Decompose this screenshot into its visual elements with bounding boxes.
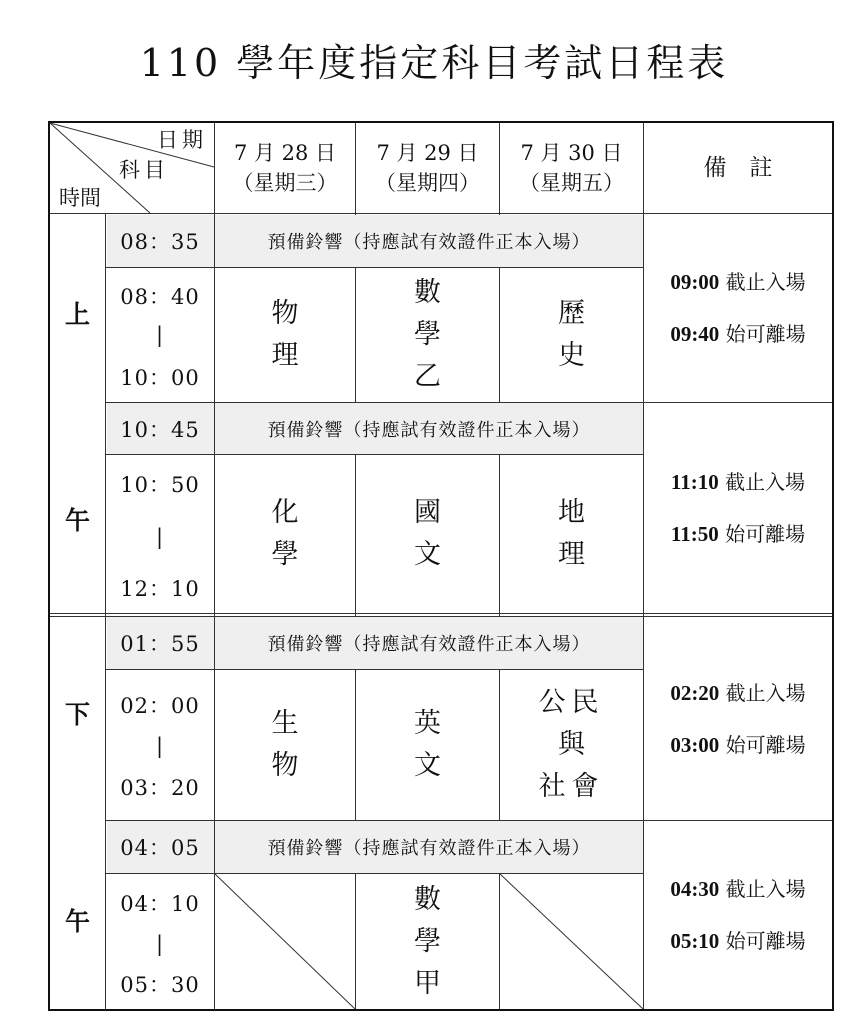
subject-cell <box>356 874 499 1009</box>
remark-text: 截止入場 <box>725 877 806 901</box>
remark-line <box>670 863 805 915</box>
bell-notice: 預備鈴響（持應試有效證件正本入場） <box>267 634 591 655</box>
start-time: 10：50 <box>120 473 200 497</box>
subject-char: 物 <box>271 750 299 781</box>
subject-char: 文 <box>414 539 441 570</box>
bell-notice: 預備鈴響（持應試有效證件正本入場） <box>267 419 591 441</box>
bell-notice: 預備鈴響（持應試有效證件正本入場） <box>267 838 591 859</box>
day-date: 7 月 29 日 <box>376 141 479 165</box>
bell-time: 01：55 <box>120 632 200 656</box>
subject-cell <box>215 455 355 613</box>
remark-time: 04:30 <box>670 877 720 901</box>
subject-char: 數 <box>414 883 441 915</box>
bell-notice: 預備鈴響（持應試有效證件正本入場） <box>267 231 591 253</box>
subject-char: 史 <box>558 340 585 371</box>
subject-char: 生 <box>271 708 299 739</box>
day-header <box>356 123 499 213</box>
subject-cell <box>215 268 355 402</box>
time-dash: | <box>155 323 165 347</box>
subject-char: 學 <box>414 319 441 350</box>
subject-char: 化 <box>271 497 299 528</box>
subject-char: 乙 <box>414 361 441 392</box>
time-dash: | <box>155 932 165 956</box>
subject-char: 文 <box>414 750 441 781</box>
day-date: 7 月 30 日 <box>520 141 623 165</box>
start-time: 08：40 <box>120 285 200 309</box>
subject-char: 國 <box>414 497 441 528</box>
end-time: 10：00 <box>120 366 200 390</box>
remark-time: 09:40 <box>670 322 720 346</box>
subject-char: 理 <box>271 340 299 371</box>
corner-time-label: 時間 <box>59 186 101 210</box>
day-header <box>215 123 355 213</box>
remark-line <box>671 508 805 560</box>
subject-char: 數 <box>414 277 441 308</box>
remark-text: 始可離場 <box>725 322 806 346</box>
remark-text: 始可離場 <box>725 732 806 757</box>
subject-char: 學 <box>414 925 441 957</box>
remarks-cell <box>644 403 832 613</box>
subject-cell <box>500 268 643 402</box>
remark-text: 截止入場 <box>725 470 806 494</box>
remarks-cell <box>644 617 832 820</box>
remark-line <box>670 256 805 308</box>
time-dash: | <box>155 734 165 758</box>
schedule-table <box>48 121 834 1011</box>
subject-char: 公民 <box>538 687 605 718</box>
remark-text: 截止入場 <box>725 270 806 294</box>
bell-time: 08：35 <box>120 229 200 254</box>
day-weekday: （星期四） <box>375 171 480 195</box>
subject-cell <box>215 670 355 820</box>
period-label: 下 <box>64 700 90 729</box>
end-time: 03：20 <box>120 776 200 800</box>
remark-time: 09:00 <box>670 270 720 294</box>
page-title: 110 學年度指定科目考試日程表 <box>139 41 729 85</box>
remark-time: 11:10 <box>670 470 719 494</box>
bell-time: 10：45 <box>120 417 200 442</box>
remark-text: 截止入場 <box>725 680 806 705</box>
end-time: 05：30 <box>120 973 200 997</box>
remark-line <box>670 719 805 771</box>
remarks-cell <box>644 821 832 1009</box>
subject-char: 社會 <box>538 771 605 802</box>
period-label: 午 <box>64 506 90 535</box>
end-time: 12：10 <box>120 577 200 601</box>
remark-time: 03:00 <box>670 732 720 757</box>
subject-char: 物 <box>271 298 299 329</box>
subject-char: 甲 <box>414 967 441 999</box>
corner-date-label: 日期 <box>157 128 207 152</box>
remark-line <box>671 456 805 508</box>
remarks-header: 備 註 <box>703 155 773 181</box>
bell-time: 04：05 <box>120 836 200 860</box>
subject-cell <box>356 455 499 613</box>
subject-cell <box>500 670 643 820</box>
day-header <box>500 123 643 213</box>
remarks-cell <box>644 214 832 402</box>
corner-subject-label: 科目 <box>119 158 169 182</box>
period-label: 上 <box>64 300 90 329</box>
subject-char: 地 <box>558 497 585 528</box>
remark-line <box>670 308 805 360</box>
subject-cell <box>500 455 643 613</box>
remark-text: 始可離場 <box>725 522 806 546</box>
day-date: 7 月 28 日 <box>233 141 337 165</box>
subject-char: 歷 <box>558 298 585 329</box>
start-time: 02：00 <box>120 694 200 718</box>
time-dash: | <box>155 525 165 549</box>
remark-time: 11:50 <box>670 522 719 546</box>
remark-line <box>670 915 805 967</box>
subject-cell <box>356 670 499 820</box>
remark-time: 05:10 <box>670 929 720 953</box>
remark-line <box>670 667 805 719</box>
remark-text: 始可離場 <box>725 929 806 953</box>
subject-char: 英 <box>414 708 441 739</box>
subject-char: 與 <box>558 729 585 760</box>
remark-time: 02:20 <box>670 680 720 705</box>
subject-cell <box>356 268 499 402</box>
day-weekday: （星期五） <box>519 171 624 195</box>
subject-char: 學 <box>271 539 299 570</box>
day-weekday: （星期三） <box>232 171 338 195</box>
period-label: 午 <box>64 907 90 936</box>
start-time: 04：10 <box>120 892 200 916</box>
subject-char: 理 <box>558 539 585 570</box>
